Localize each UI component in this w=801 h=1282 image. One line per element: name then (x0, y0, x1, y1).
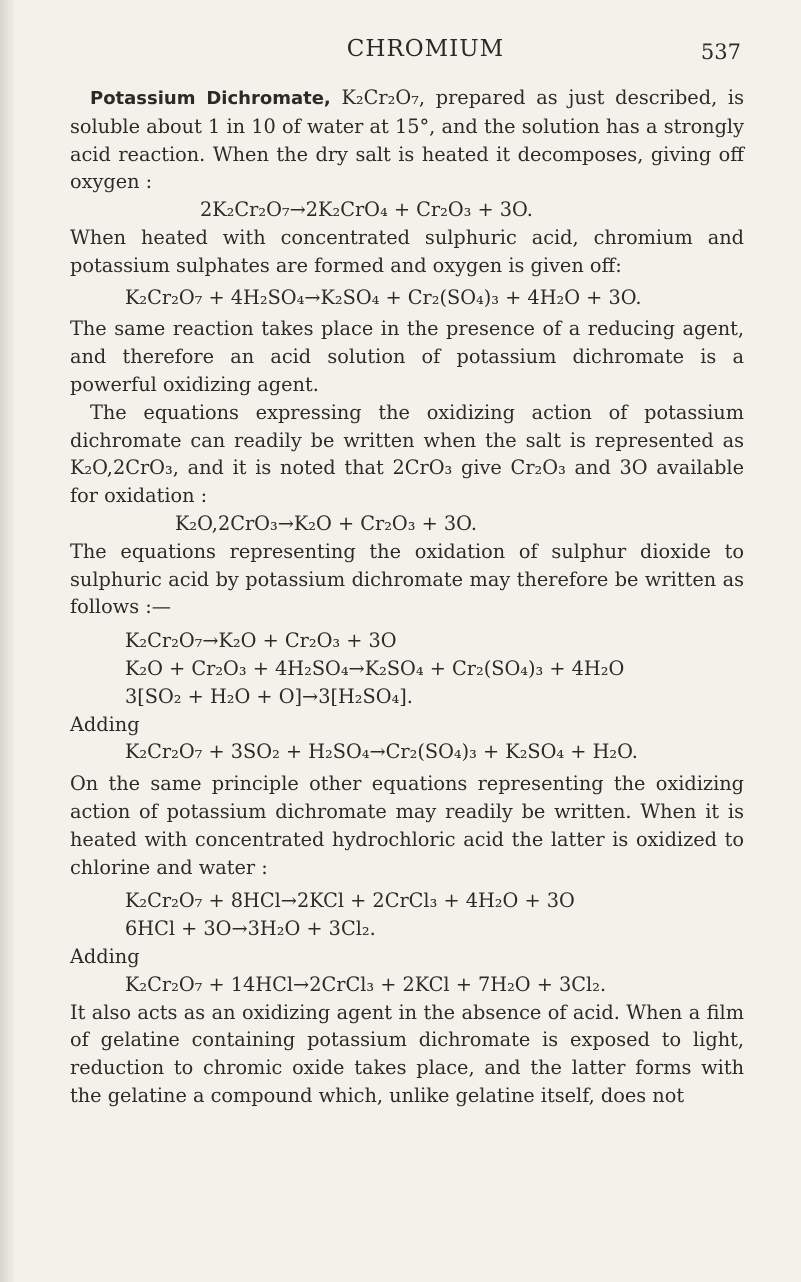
equation-6a: K₂Cr₂O₇ + 8HCl→2KCl + 2CrCl₃ + 4H₂O + 3O (125, 889, 575, 913)
equation-1: 2K₂Cr₂O₇→2K₂CrO₄ + Cr₂O₃ + 3O. (200, 198, 533, 222)
equation-3: K₂O,2CrO₃→K₂O + Cr₂O₃ + 3O. (175, 511, 477, 535)
equation-6b: 6HCl + 3O→3H₂O + 3Cl₂. (125, 917, 376, 941)
paragraph-1 (70, 84, 744, 196)
equation-5: K₂Cr₂O₇ + 3SO₂ + H₂SO₄→Cr₂(SO₄)₃ + K₂SO₄ + H₂O. (125, 740, 638, 764)
running-head: CHROMIUM (346, 36, 505, 62)
page-body (70, 84, 744, 1110)
equation-2: K₂Cr₂O₇ + 4H₂SO₄→K₂SO₄ + Cr₂(SO₄)₃ + 4H₂O + 3O. (125, 285, 642, 309)
adding-label-2: Adding (70, 944, 140, 968)
paragraph-2: When heated with concentrated sulphuric acid, chromium and potassium sulphates are formed and oxygen is given off: (70, 225, 744, 277)
adding-label-1: Adding (70, 712, 140, 736)
equation-4a: K₂Cr₂O₇→K₂O + Cr₂O₃ + 3O (125, 629, 397, 653)
paragraph-7: It also acts as an oxidizing agent in the absence of acid. When a film of gelatine containing potassium dichromate is exposed to light, reduction to chromic oxide takes place, and the latter forms with the gelatine a compound which, unlike gelatine itself, does not (70, 1000, 744, 1107)
equation-4c: 3[SO₂ + H₂O + O]→3[H₂SO₄]. (125, 684, 413, 708)
paragraph-1-text: K₂Cr₂O₇, prepared as just described, is soluble about 1 in 10 of water at 15°, and the solution has a strongly acid reaction. When the dry salt is heated it decomposes, giving off oxygen : (70, 86, 744, 194)
section-run-in-heading: Potassium Dichromate, (90, 88, 331, 109)
page-binding-edge (0, 0, 14, 1282)
equation-7: K₂Cr₂O₇ + 14HCl→2CrCl₃ + 2KCl + 7H₂O + 3Cl₂. (125, 972, 607, 996)
page-header (0, 30, 801, 70)
paragraph-6: On the same principle other equations representing the oxidizing action of potassium dichromate may readily be written. When it is heated with concentrated hydrochloric acid the latter is oxidized to chlorine and water : (70, 772, 744, 879)
paragraph-5: The equations representing the oxidation of sulphur dioxide to sulphuric acid by potassium dichromate may therefore be written as follows :— (70, 539, 744, 619)
paragraph-3: The same reaction takes place in the presence of a reducing agent, and therefore an acid solution of potassium dichromate is a powerful oxidizing agent. (70, 317, 744, 396)
paragraph-4: The equations expressing the oxidizing action of potassium dichromate can readily be written when the salt is represented as K₂O,2CrO₃, and it is noted that 2CrO₃ give Cr₂O₃ and 3O available for oxidation : (70, 400, 744, 508)
equation-4b: K₂O + Cr₂O₃ + 4H₂SO₄→K₂SO₄ + Cr₂(SO₄)₃ + 4H₂O (125, 656, 625, 680)
page-number: 537 (700, 40, 741, 64)
